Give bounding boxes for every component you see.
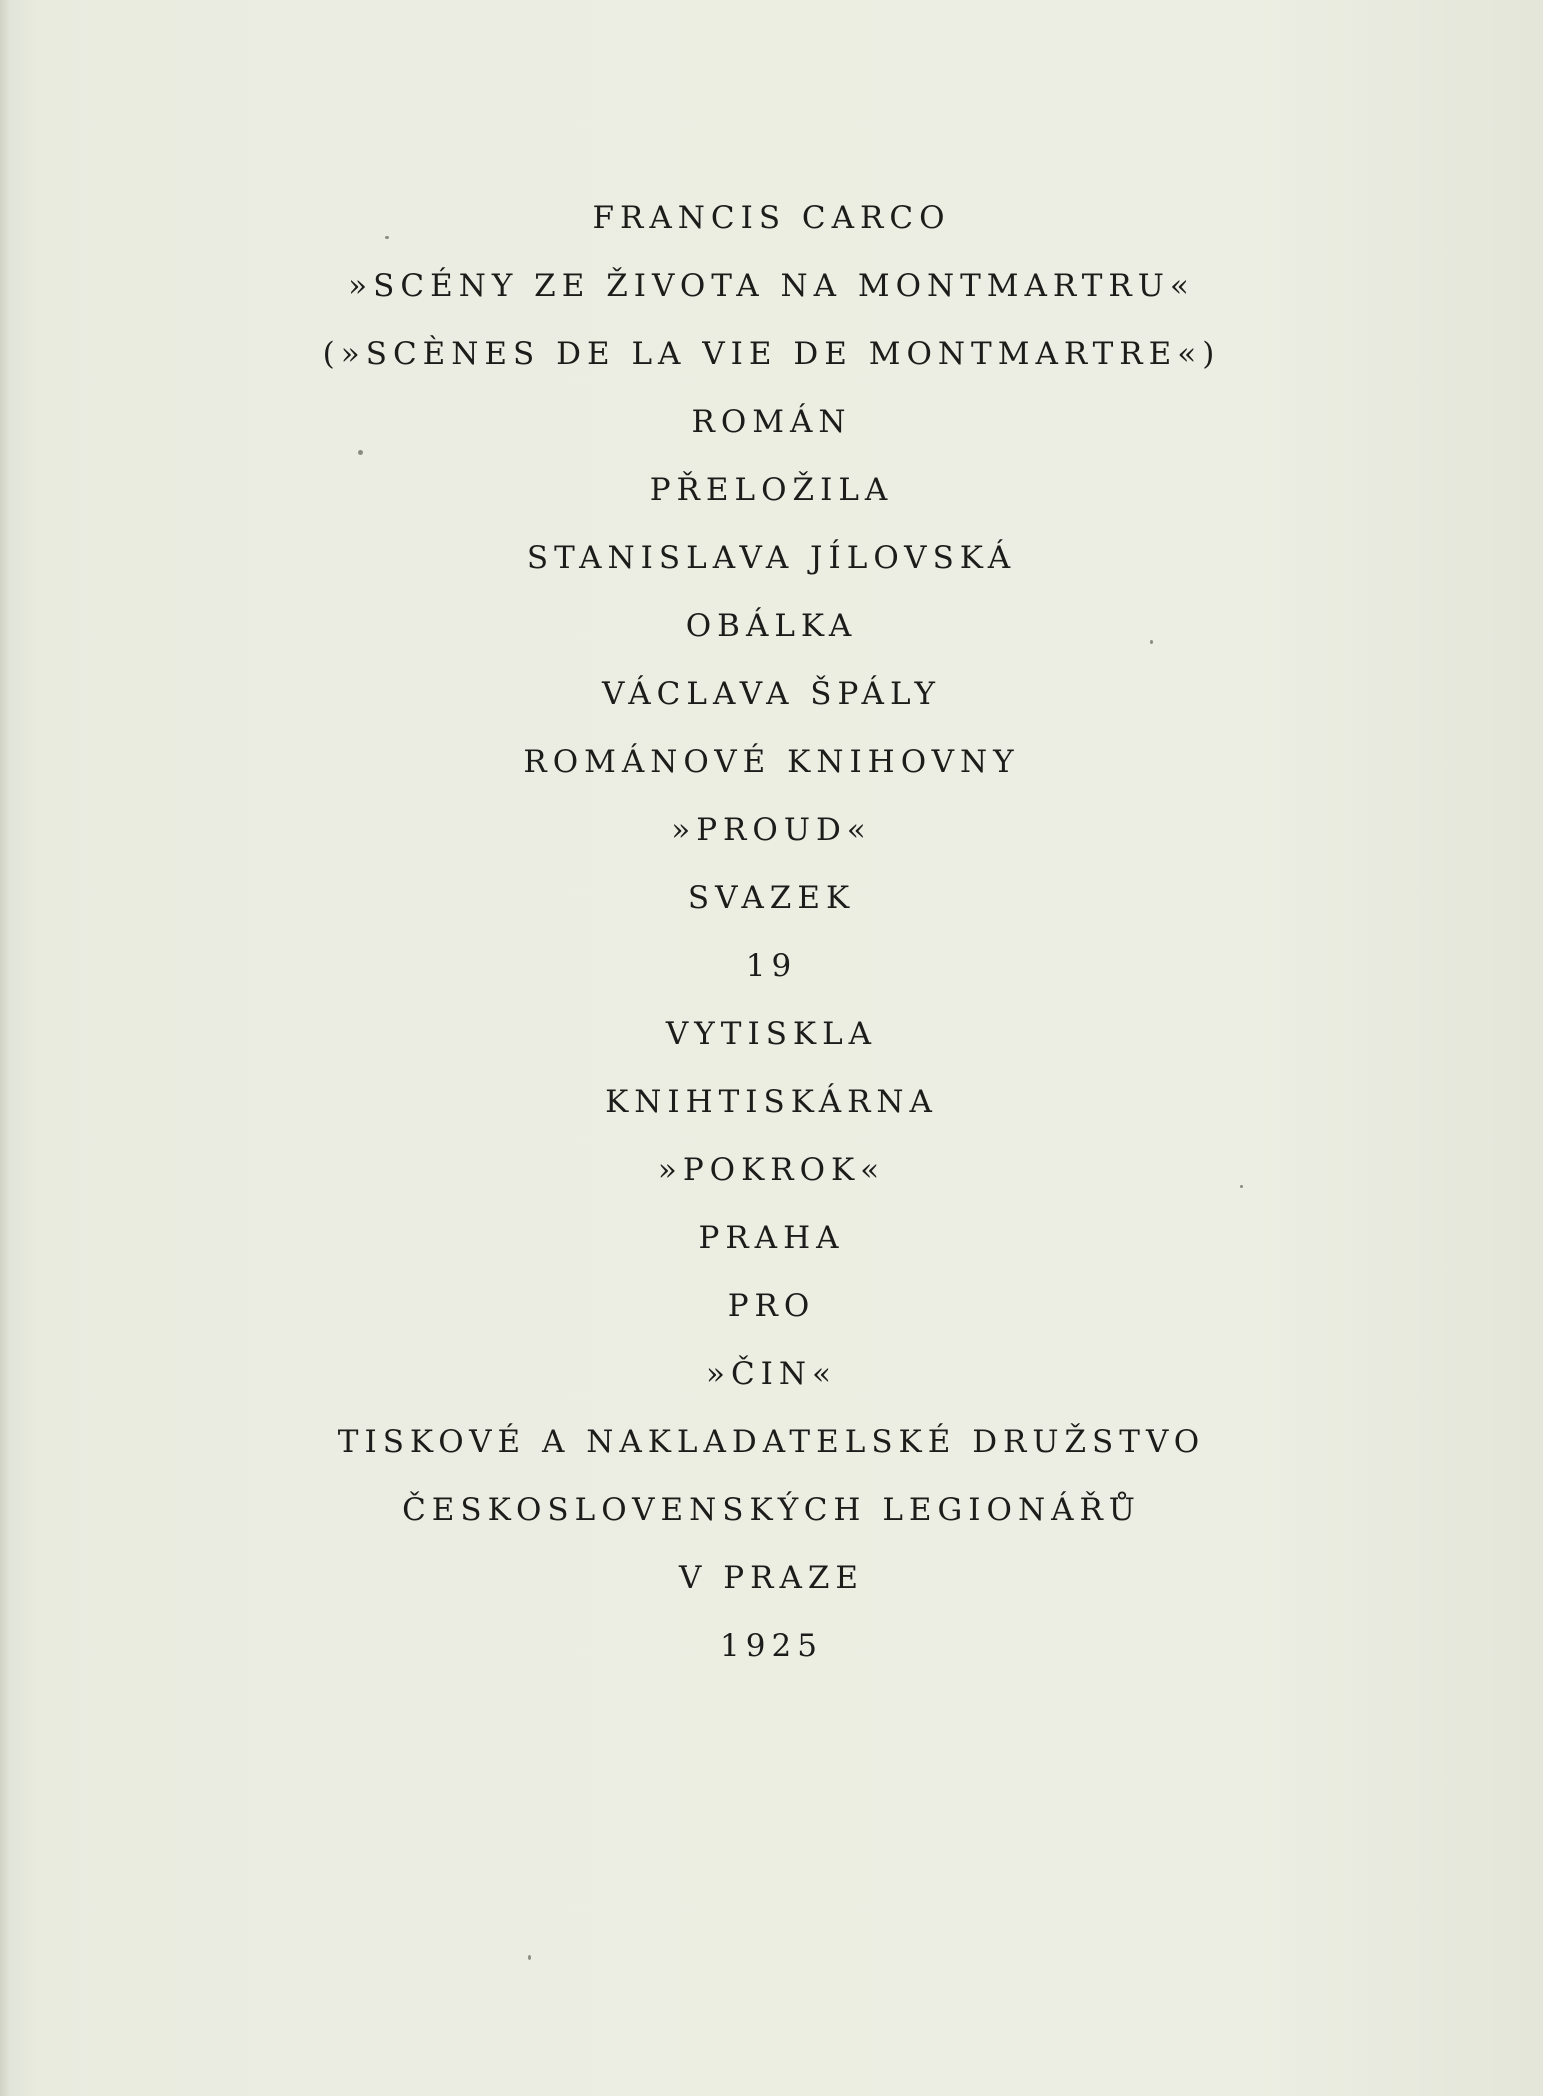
- author-name: FRANCIS CARCO: [592, 200, 951, 236]
- translated-by-label: PŘELOŽILA: [649, 472, 894, 508]
- printed-by-label: VYTISKLA: [665, 1016, 878, 1052]
- cover-artist-name: VÁCLAVA ŠPÁLY: [601, 676, 942, 712]
- genre: ROMÁN: [691, 404, 852, 440]
- volume-label: SVAZEK: [687, 880, 856, 916]
- printer-city: PRAHA: [698, 1220, 845, 1256]
- publisher-description-line-1: TISKOVÉ A NAKLADATELSKÉ DRUŽSTVO: [337, 1424, 1206, 1460]
- publisher-description-line-2: ČESKOSLOVENSKÝCH LEGIONÁŘŮ: [402, 1492, 1141, 1528]
- title-original: (»SCÈNES DE LA VIE DE MONTMARTRE«): [322, 336, 1221, 372]
- library-name: »PROUD«: [671, 812, 872, 848]
- printer-type: KNIHTISKÁRNA: [605, 1084, 938, 1120]
- title-czech: »SCÉNY ZE ŽIVOTA NA MONTMARTRU«: [348, 268, 1195, 304]
- translator-name: STANISLAVA JÍLOVSKÁ: [526, 540, 1017, 576]
- printer-name: »POKROK«: [657, 1152, 886, 1188]
- for-label: PRO: [727, 1288, 816, 1324]
- volume-number: 19: [745, 948, 798, 984]
- publisher-name: »ČIN«: [705, 1356, 838, 1392]
- publication-year: 1925: [720, 1628, 823, 1664]
- library-label: ROMÁNOVÉ KNIHOVNY: [523, 744, 1020, 780]
- publisher-city: V PRAZE: [679, 1560, 864, 1596]
- cover-label: OBÁLKA: [685, 608, 858, 644]
